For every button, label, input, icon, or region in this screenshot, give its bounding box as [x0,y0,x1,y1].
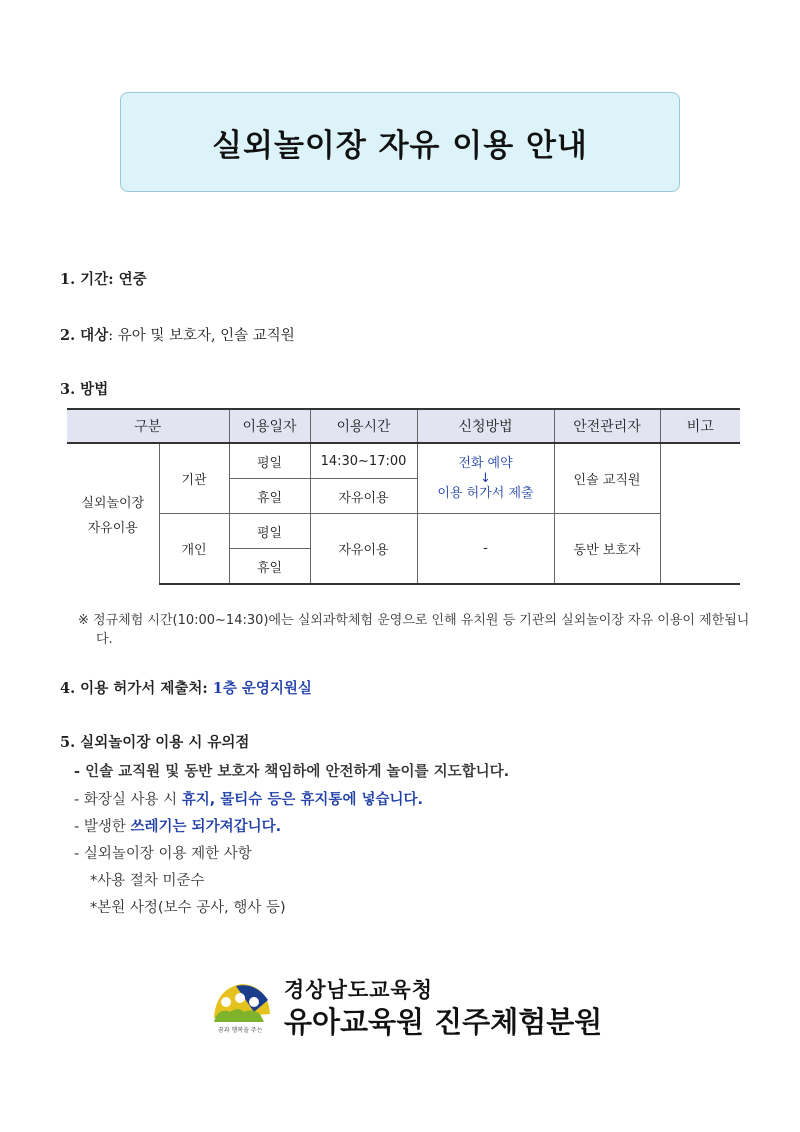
section-target-heading: 2. 대상 [60,327,109,344]
table-cell-time: 자유이용 [310,514,417,585]
org-name-big: 유아교육원 진주체험분원 [284,1005,603,1039]
table-cell-day: 휴일 [229,479,310,514]
section-submit-value: 1층 운영지원실 [212,680,312,697]
page-title: 실외놀이장 자유 이용 안내 [212,127,588,164]
table-cell-remarks [660,443,740,584]
table-header: 신청방법 [417,409,554,443]
precaution-item [74,815,281,836]
usage-table [67,408,740,585]
precaution-emphasis: 휴지, 물티슈 등은 휴지통에 넣습니다. [181,792,424,808]
section-period-value: 연중 [118,271,147,288]
table-row [67,514,740,549]
section-precautions [60,731,249,752]
table-cell-manager: 동반 보호자 [554,514,660,585]
precaution-item: - 인솔 교직원 및 동반 보호자 책임하에 안전하게 놀이를 지도합니다. [74,764,510,780]
section-method-heading: 3. 방법 [60,381,109,398]
title-box [120,92,680,192]
table-cell-day: 평일 [229,443,310,479]
table-header: 이용일자 [229,409,310,443]
section-period [60,268,147,289]
note-text: ※ 정규체험 시간(10:00~14:30)에는 실외과학체험 운영으로 인해 유치원 등 기관의 실외놀이장 자유 이용이 제한됩니다. [78,613,750,647]
category-line: 실외놀이장 [81,496,145,511]
table-cell-group: 기관 [159,443,229,514]
table-cell-manager: 인솔 교직원 [554,443,660,514]
apply-line: 전화 예약 [458,456,513,471]
table-cell-time: 14:30~17:00 [310,443,417,479]
apply-line: 이용 허가서 제출 [437,486,534,501]
table-cell-day: 휴일 [229,549,310,585]
emblem-text: 꿈과 행복을 주는 [218,1027,263,1034]
apply-arrow: ↓ [480,471,491,486]
precaution-item [74,788,423,809]
table-header: 구분 [67,409,229,443]
precaution-prefix: - 발생한 [74,819,131,835]
table-cell-time: 자유이용 [310,479,417,514]
org-name-small: 경상남도교육청 [284,978,434,1002]
table-cell-apply: - [417,514,554,585]
table-header: 이용시간 [310,409,417,443]
table-header: 비고 [660,409,740,443]
section-method [60,378,108,399]
precaution-emphasis: 쓰레기는 되가져갑니다. [130,819,282,835]
table-cell-day: 평일 [229,514,310,549]
precaution-item: - 실외놀이장 이용 제한 사항 [74,846,252,862]
section-precautions-heading: 5. 실외놀이장 이용 시 유의점 [60,734,250,751]
table-header-row [67,409,740,443]
table-row [67,443,740,479]
emblem-icon [210,978,274,1034]
table-cell-group: 개인 [159,514,229,585]
section-period-heading: 1. 기간: [60,271,119,288]
org-logo [210,974,610,1038]
section-submit-heading: 4. 이용 허가서 제출처: [60,680,213,697]
section-target [60,324,295,345]
precaution-subitem: *본원 사정(보수 공사, 행사 등) [90,900,286,916]
precaution-prefix: - 화장실 사용 시 [74,792,182,808]
table-header: 안전관리자 [554,409,660,443]
section-submit-place [60,677,312,698]
category-line: 자유이용 [87,521,138,536]
precaution-subitem: *사용 절차 미준수 [90,873,205,889]
table-cell-category [67,443,159,584]
table-cell-apply [417,443,554,514]
section-target-value: : 유아 및 보호자, 인솔 교직원 [108,328,295,344]
